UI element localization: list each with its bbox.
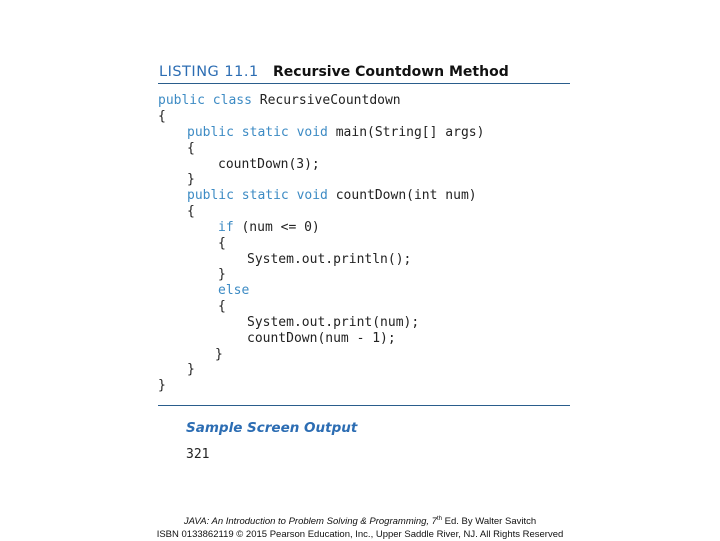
listing-header <box>158 63 570 84</box>
code-line: else <box>218 283 250 298</box>
code-line: countDown(num - 1); <box>247 331 396 346</box>
footer-line-2: ISBN 0133862119 © 2015 Pearson Education, Inc., Upper Saddle River, NJ. All Rights Reserved <box>156 529 564 541</box>
code-line: } <box>187 362 195 377</box>
code-line: } <box>218 267 226 282</box>
listing-bottom-rule <box>158 405 570 406</box>
code-line: { <box>187 204 195 219</box>
code-line: { <box>187 141 195 156</box>
code-line: System.out.print(num); <box>247 315 420 330</box>
footer-line-1: JAVA: An Introduction to Problem Solving & Programming, 7th Ed. By Walter Savitch <box>183 516 537 528</box>
code-line: countDown(3); <box>218 157 320 172</box>
listing-number: LISTING 11.1 <box>159 64 259 80</box>
code-line: public static void main(String[] args) <box>187 125 485 140</box>
code-line: } <box>215 347 223 362</box>
sample-output-value: 321 <box>186 447 210 462</box>
code-line: System.out.println(); <box>247 252 412 267</box>
code-line: public static void countDown(int num) <box>187 188 477 203</box>
code-line: public class RecursiveCountdown <box>158 93 401 108</box>
code-line: } <box>187 172 195 187</box>
code-line: { <box>218 299 226 314</box>
code-line: } <box>158 378 166 393</box>
code-line: { <box>158 109 166 124</box>
code-line: { <box>218 236 226 251</box>
sample-output-title: Sample Screen Output <box>186 420 358 436</box>
listing-title: Recursive Countdown Method <box>273 64 509 80</box>
footer-citation <box>0 513 720 541</box>
code-line: if (num <= 0) <box>218 220 320 235</box>
